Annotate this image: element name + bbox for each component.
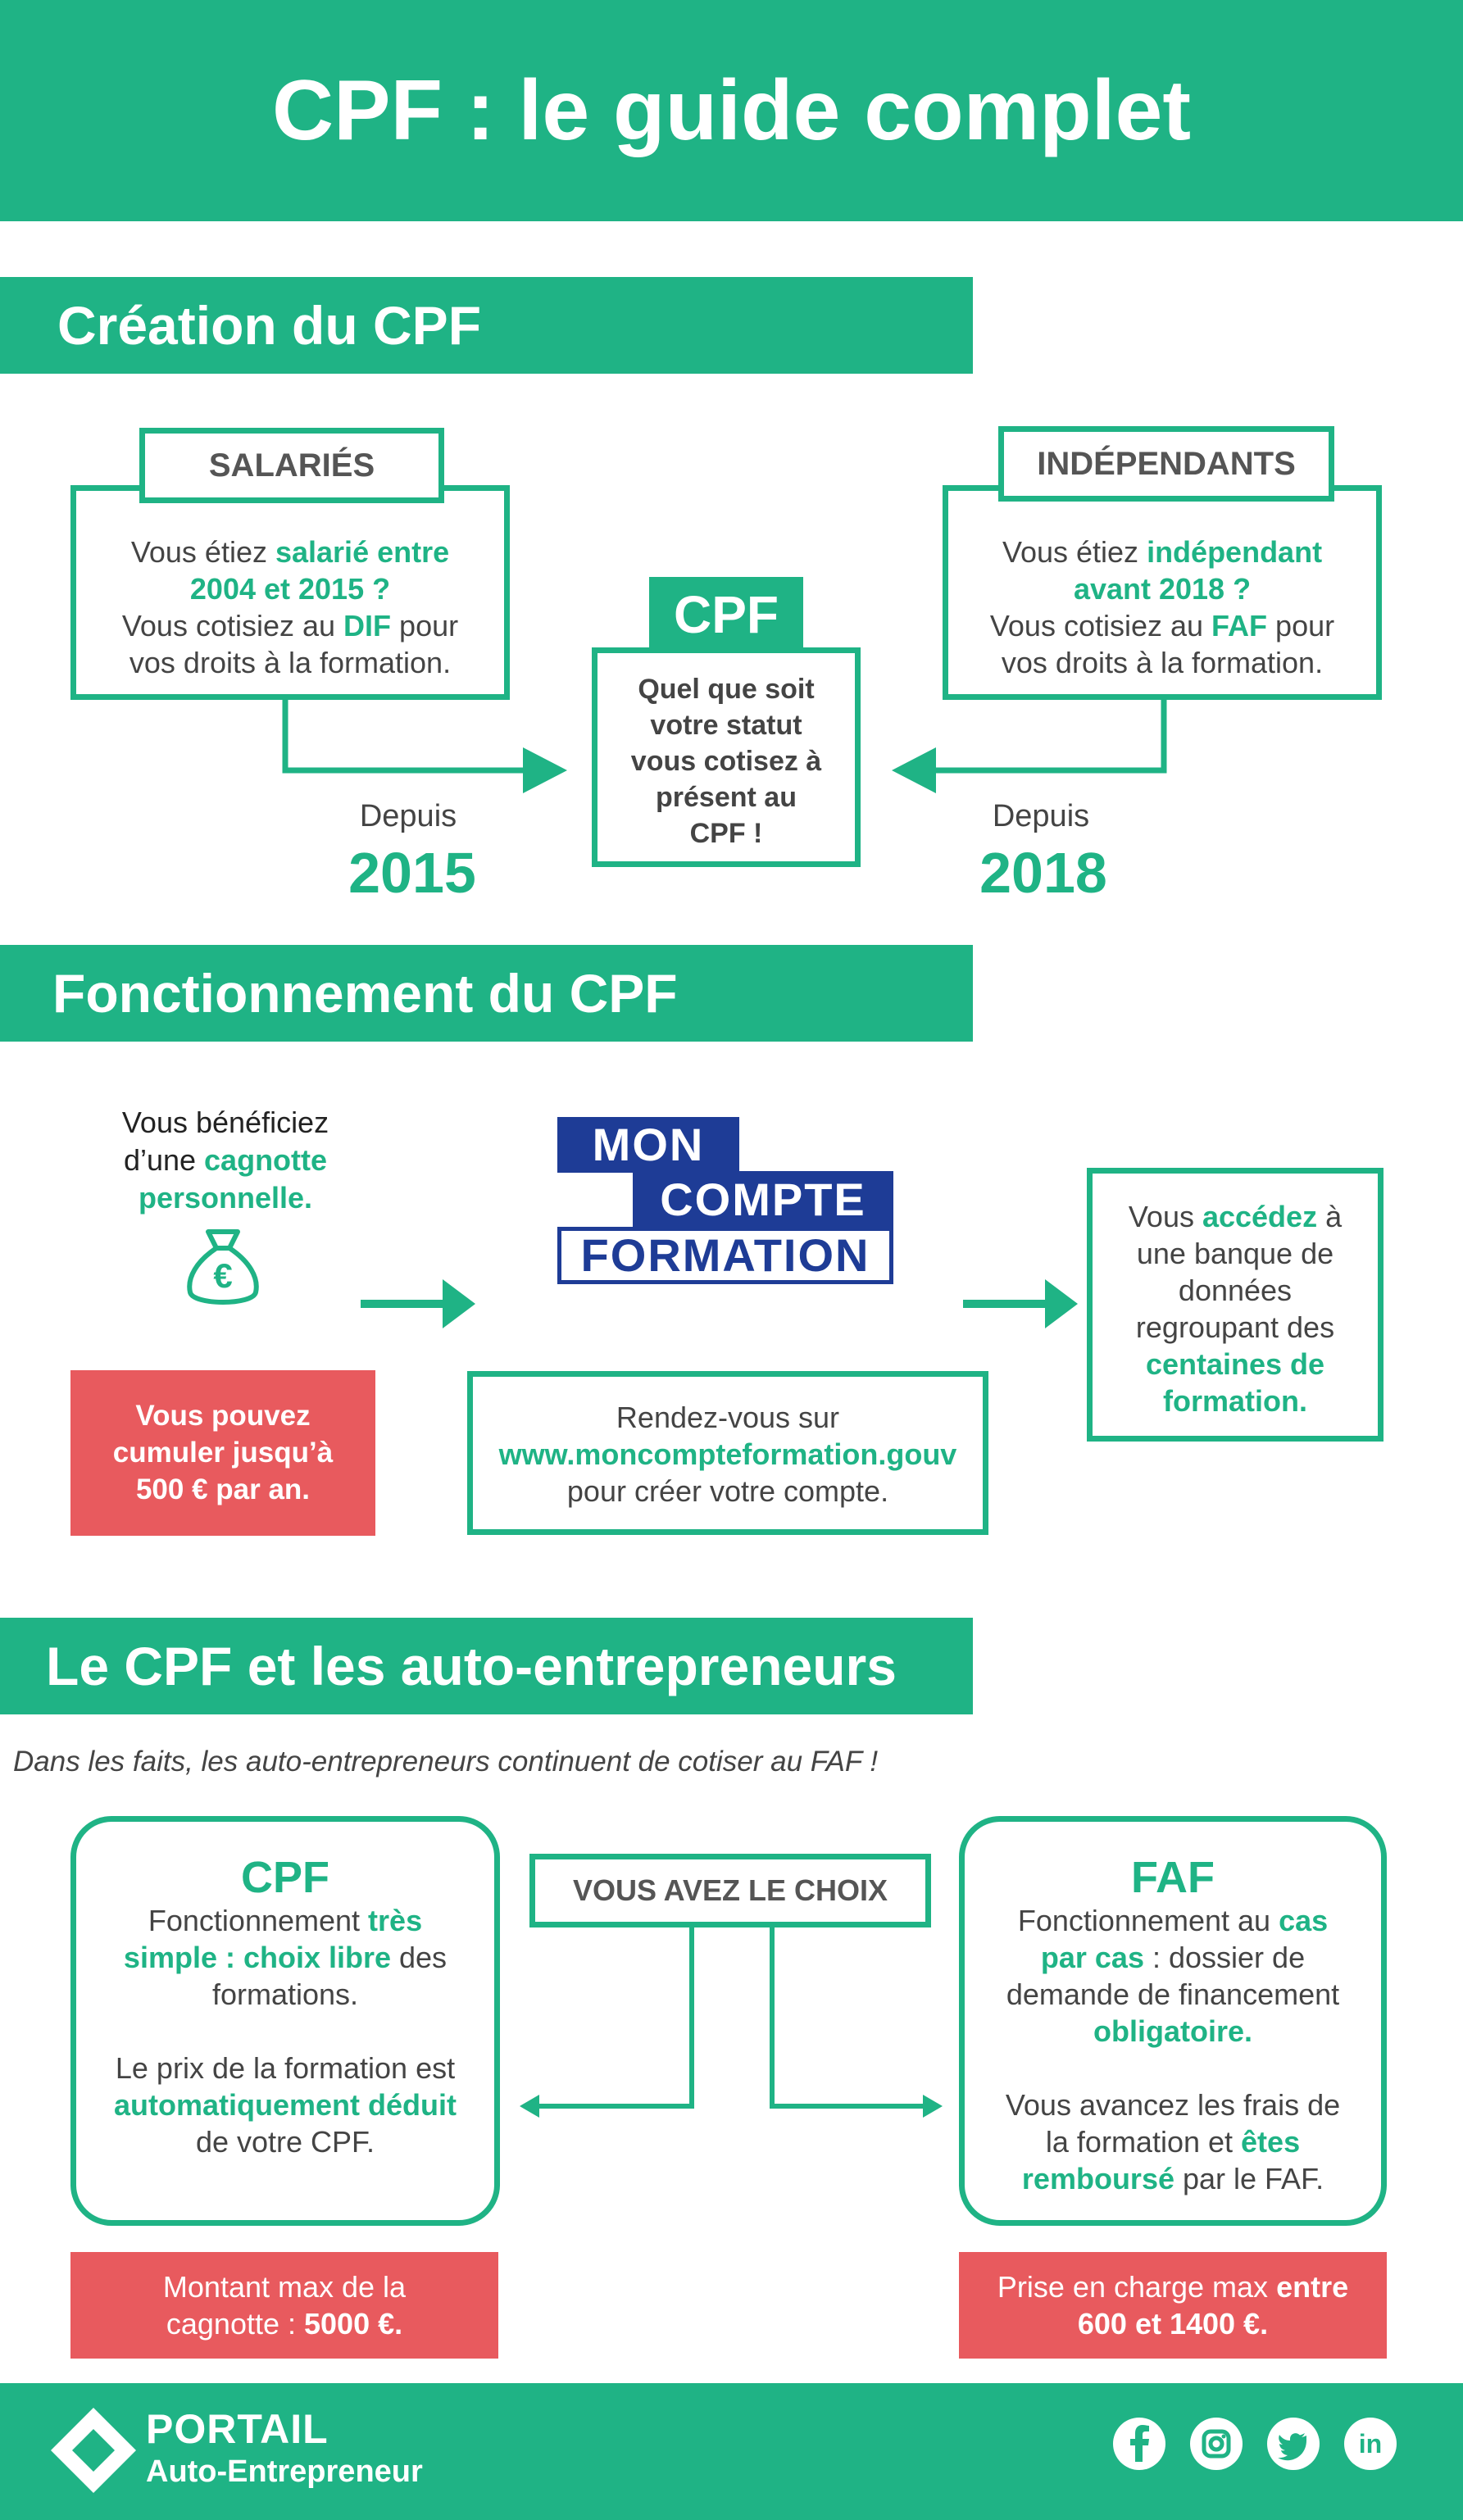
since-year-2018: 2018 [979, 841, 1107, 905]
arrow-to-access [963, 1275, 1086, 1333]
cpf-card [70, 1816, 500, 2226]
portail-logo-icon [51, 2408, 136, 2493]
logo-mon: MON [557, 1117, 739, 1173]
choice-tag: VOUS AVEZ LE CHOIX [529, 1854, 931, 1927]
faf-card [959, 1816, 1387, 2226]
cumul-box: Vous pouvez cumuler jusqu’à 500 € par an. [70, 1370, 375, 1536]
arrow-right-head [523, 747, 567, 793]
twitter-icon[interactable] [1267, 2418, 1320, 2470]
page-title: CPF : le guide complet [272, 63, 1191, 158]
cpf-tag: CPF [649, 577, 803, 652]
benefit-text: Vous bénéficiez d’une cagnotte personnelle. [121, 1106, 329, 1215]
independants-tag: INDÉPENDANTS [998, 426, 1334, 502]
logo-compte: COMPTE [633, 1171, 893, 1228]
cpf-center-text: Quel que soit votre statut vous cotisez à présent au CPF ! [630, 674, 822, 849]
cpf-center-box [592, 647, 861, 867]
cpf-card-title: CPF [241, 1853, 329, 1902]
since-label-2018: Depuis [992, 799, 1090, 833]
faf-card-text: Fonctionnement au cas par cas : dossier de demande de financement obligatoire. Vous avancez les frais de la formation et êtes remboursé par le FAF. [1005, 1904, 1341, 2195]
cpf-max-box: Montant max de la cagnotte : 5000 €. [70, 2252, 498, 2359]
instagram-icon[interactable] [1190, 2418, 1243, 2470]
logo-formation: FORMATION [557, 1227, 893, 1284]
section-heading-auto: Le CPF et les auto-entrepreneurs [0, 1618, 973, 1714]
linkedin-icon[interactable]: in [1344, 2418, 1397, 2470]
footer-brand: PORTAIL [146, 2406, 329, 2452]
money-bag-icon [180, 1225, 266, 1310]
independants-box [943, 485, 1382, 700]
since-year-2015: 2015 [348, 841, 476, 905]
salaries-box [70, 485, 510, 700]
cpf-card-text: Fonctionnement très simple : choix libre des formations. Le prix de la formation est automatiquement déduit de votre CPF. [113, 1904, 457, 2159]
site-line-3: pour créer votre compte. [566, 1474, 889, 1508]
arrow-right-line [934, 700, 1164, 770]
header-banner [0, 0, 1463, 221]
choice-arrows [516, 1918, 951, 2131]
independants-text: Vous étiez indépendant avant 2018 ? Vous cotisiez au FAF pour vos droits à la formation. [989, 535, 1335, 679]
facebook-icon[interactable] [1113, 2418, 1165, 2470]
auto-note: Dans les faits, les auto-entrepreneurs continuent de cotiser au FAF ! [13, 1746, 879, 1778]
salaries-tag: SALARIÉS [139, 428, 444, 503]
arrow-to-logo [361, 1275, 484, 1333]
access-box: Vous accédez à une banque de données regroupant des centaines de formation. [1087, 1168, 1383, 1442]
site-box [467, 1371, 988, 1535]
arrow-left-head [892, 747, 936, 793]
section-heading-fonctionnement: Fonctionnement du CPF [0, 945, 973, 1042]
site-url-link[interactable]: www.moncompteformation.gouv [498, 1437, 957, 1471]
salaries-text: Vous étiez salarié entre 2004 et 2015 ? Vous cotisiez au DIF pour vos droits à la formation. [121, 535, 459, 679]
footer [0, 2383, 1463, 2520]
euro-symbol: € [213, 1256, 233, 1295]
arrow-left-line [285, 700, 525, 770]
since-label-2015: Depuis [359, 799, 457, 833]
footer-sub: Auto-Entrepreneur [146, 2454, 423, 2489]
moncompteformation-logo [557, 1117, 893, 1285]
faf-max-box: Prise en charge max entre 600 et 1400 €. [959, 2252, 1387, 2359]
section-heading-creation: Création du CPF [0, 277, 973, 374]
faf-card-title: FAF [1131, 1853, 1215, 1902]
site-line-1: Rendez-vous sur [616, 1401, 840, 1434]
